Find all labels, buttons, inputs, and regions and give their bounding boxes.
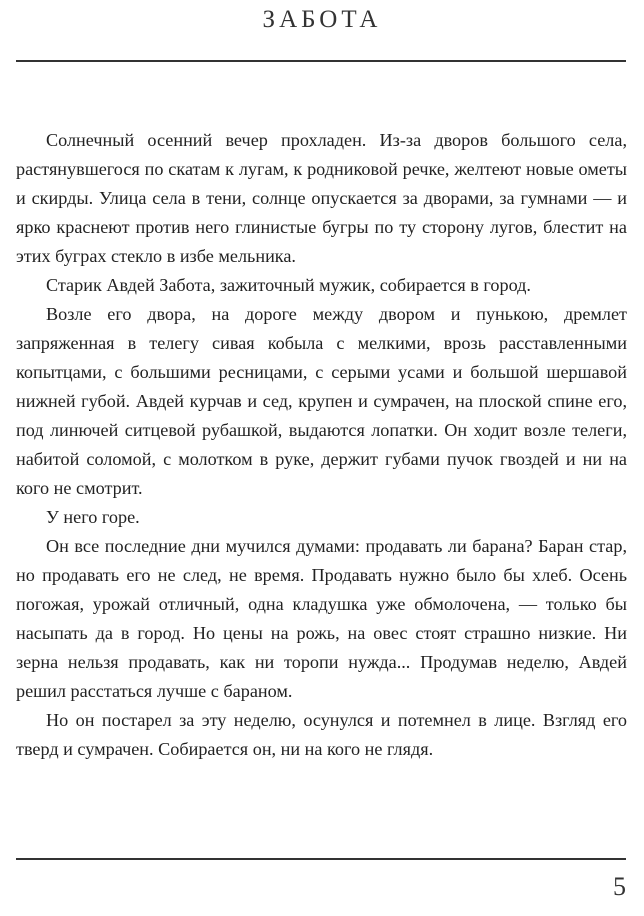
paragraph: Старик Авдей Забота, зажиточный мужик, собирается в город. <box>46 275 531 295</box>
paragraph: Но он постарел за эту неделю, осунулся и потемнел в лице. Взгляд его тверд и сумрачен. Собирается он, ни на кого не глядя. <box>16 710 627 759</box>
running-title: ЗАБОТА <box>262 6 382 33</box>
paragraph: Солнечный осенний вечер прохладен. Из-за дворов большого села, растянувшегося по скатам к лугам, к родниковой речке, желтеют новые ометы и скирды. Улица села в тени, солнце опускается за дворами, за гумнами — и ярко краснеют против него глинистые бугры по ту сторону лугов, блестит на этих буграх стекло в избе мельника. <box>16 130 627 266</box>
paragraph: Он все последние дни мучился думами: продавать ли барана? Баран стар, но продавать его не след, не время. Продавать нужно было бы хлеб. Осень погожая, урожай отличный, одна кладушка уже обмолочена, — только бы насыпать да в город. Но цены на рожь, на овес стоят страшно низкие. Ни зерна нельзя продавать, как ни торопи нужда... Продумав неделю, Авдей решил расстаться лучше с бараном. <box>16 536 627 701</box>
page-number: 5 <box>613 872 626 901</box>
body-text <box>16 126 627 764</box>
paragraph: У него горе. <box>46 507 140 527</box>
paragraph: Возле его двора, на дороге между двором и пунькою, дремлет запряженная в телегу сивая кобыла с мелкими, врозь расставленными копытцами, с большими ресницами, с серыми усами и большой шершавой нижней губой. Авдей курчав и сед, крупен и сумрачен, на плоской спине его, под линючей ситцевой рубашкой, выдаются лопатки. Он ходит возле телеги, набитой соломой, с молотком в руке, держит губами пучок гвоздей и ни на кого не смотрит. <box>16 304 627 498</box>
footer-rule <box>16 858 626 860</box>
header-rule <box>16 60 626 62</box>
